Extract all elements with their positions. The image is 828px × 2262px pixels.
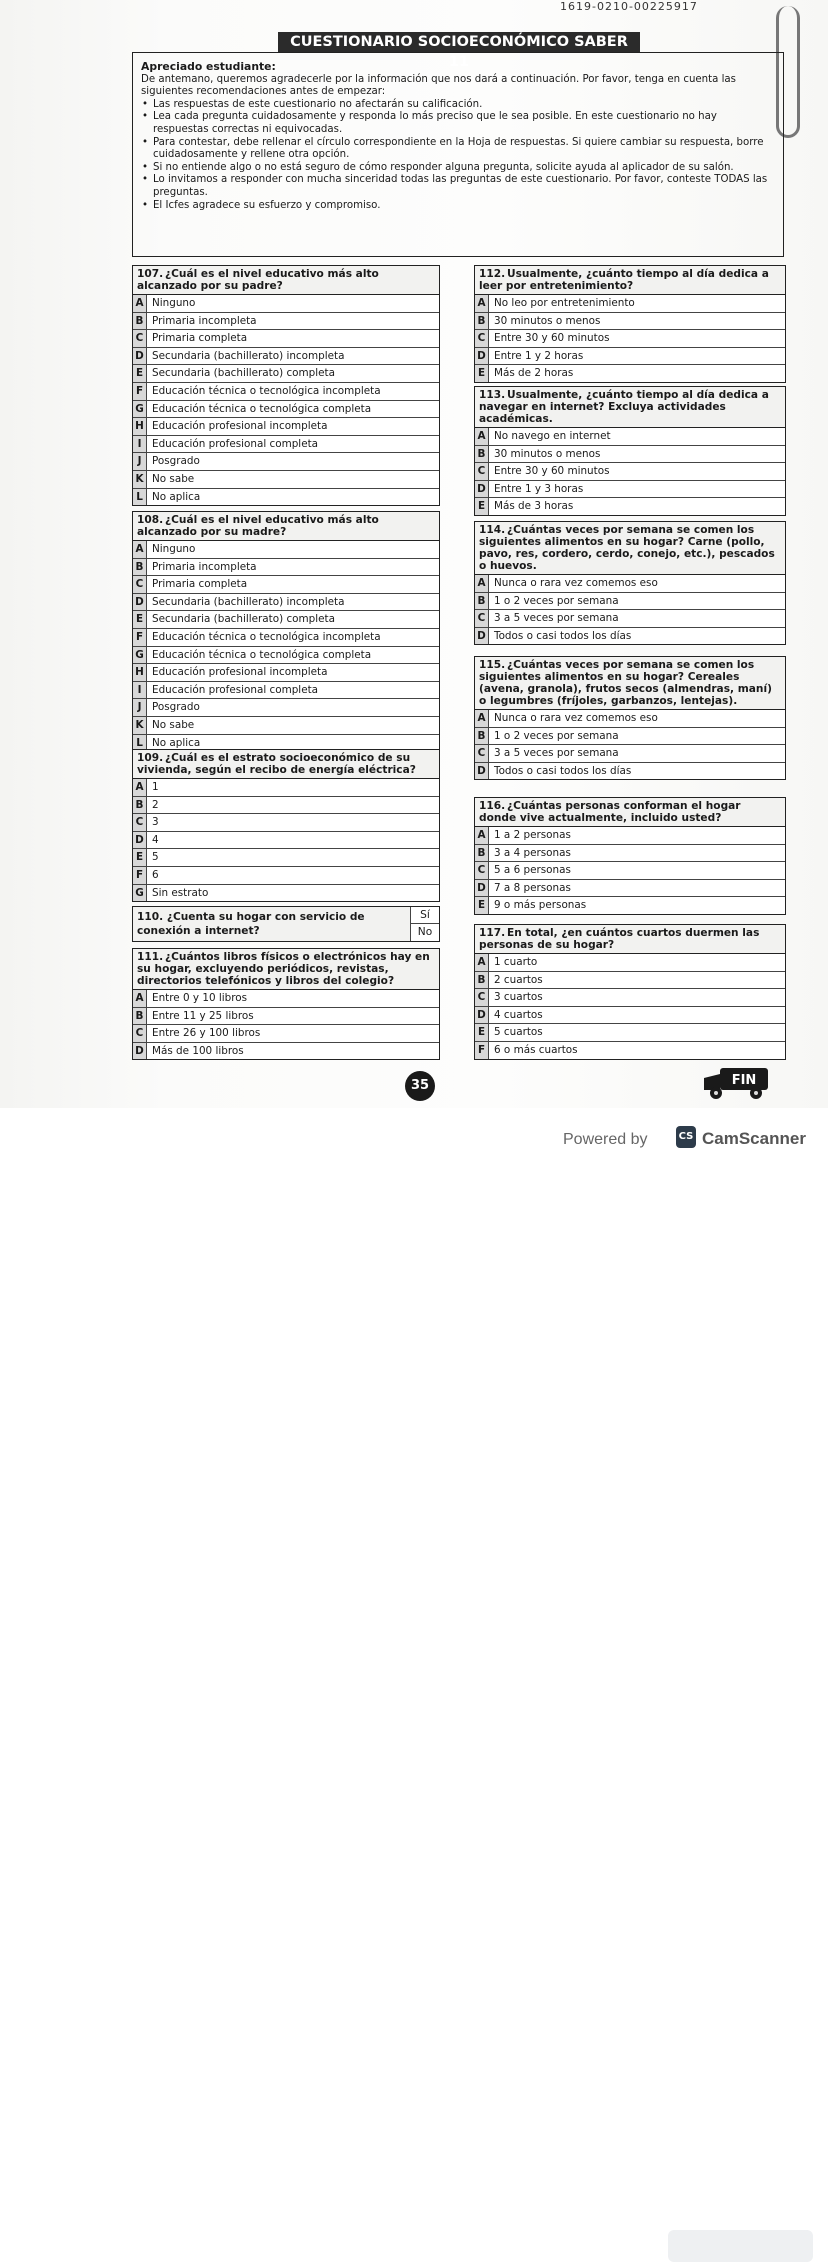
question-text: ¿Cuenta su hogar con servicio de conexión a internet? (137, 911, 365, 937)
option-row[interactable] (475, 989, 785, 1007)
option-row[interactable] (133, 832, 439, 850)
option-text: Entre 1 y 2 horas (494, 349, 584, 362)
question-number: 113. (479, 389, 506, 401)
option-letter: G (133, 647, 147, 664)
option-text: No leo por entretenimiento (494, 297, 635, 309)
intro-bullet: • El Icfes agradece su esfuerzo y compromiso. (151, 200, 775, 213)
option-row[interactable] (475, 897, 785, 914)
question-text: ¿Cuántas veces por semana se comen los siguientes alimentos en su hogar? Cereales (avena, granola), frutos secos (almendras, maní) o legumbres (fríjoles, garbanzos, lentejas). (479, 659, 772, 707)
option-letter: A (475, 575, 489, 592)
question-number: 111. (137, 951, 164, 963)
option-text: Entre 1 y 3 horas (494, 482, 584, 495)
option-text: Posgrado (152, 701, 200, 714)
option-row[interactable] (475, 498, 785, 515)
option-row[interactable] (133, 1008, 439, 1026)
option-row[interactable] (475, 1007, 785, 1025)
option-text: 4 cuartos (494, 1008, 543, 1021)
option-row[interactable] (133, 990, 439, 1008)
option-letter: F (133, 629, 147, 646)
option-text: 5 a 6 personas (494, 864, 571, 877)
option-text: No navego en internet (494, 430, 611, 442)
intro-bullet: • Para contestar, debe rellenar el círculo correspondiente en la Hoja de respuestas. Si quiere cambiar su respuesta, borre cuidadosamente y rellene otra opción. (151, 137, 775, 162)
option-row[interactable] (133, 594, 439, 612)
option-row[interactable] (475, 313, 785, 331)
option-letter: G (133, 885, 147, 902)
option-row[interactable] (133, 471, 439, 489)
question-header (133, 750, 439, 779)
question-text: ¿Cuál es el nivel educativo más alto alcanzado por su padre? (137, 268, 379, 292)
option-text: 30 minutos o menos (494, 314, 601, 327)
option-text: 1 (152, 781, 159, 793)
option-text: Ninguno (152, 543, 196, 555)
option-letter: A (475, 954, 489, 971)
question-112 (474, 265, 786, 383)
option-text: 1 o 2 veces por semana (494, 729, 619, 742)
option-letter: E (475, 1024, 489, 1041)
question-text: ¿Cuál es el nivel educativo más alto alcanzado por su madre? (137, 514, 379, 538)
question-116 (474, 797, 786, 915)
question-number: 112. (479, 268, 506, 280)
option-letter: D (133, 832, 147, 849)
option-letter: C (475, 610, 489, 627)
option-yes[interactable]: Sí (410, 907, 439, 924)
question-header (475, 657, 785, 710)
option-text: 30 minutos o menos (494, 447, 601, 460)
question-113 (474, 386, 786, 516)
option-text: 3 (152, 816, 159, 829)
option-row[interactable] (133, 814, 439, 832)
question-number: 114. (479, 524, 506, 536)
question-header (475, 798, 785, 827)
question-header (475, 925, 785, 954)
option-text: Más de 2 horas (494, 367, 574, 380)
option-row[interactable] (133, 401, 439, 419)
option-text: Posgrado (152, 455, 200, 468)
option-letter: A (133, 990, 147, 1007)
option-row[interactable] (475, 463, 785, 481)
option-letter: B (133, 559, 147, 576)
option-row[interactable] (133, 682, 439, 700)
option-text: 5 cuartos (494, 1026, 543, 1039)
option-text: Más de 3 horas (494, 500, 574, 513)
option-letter: A (475, 710, 489, 727)
question-text: Usualmente, ¿cuánto tiempo al día dedica a leer por entretenimiento? (479, 268, 769, 292)
option-text: 3 a 5 veces por semana (494, 612, 619, 625)
option-letter: D (475, 481, 489, 498)
question-108 (132, 511, 440, 752)
option-letter: C (475, 745, 489, 762)
option-letter: A (475, 295, 489, 312)
intro-greeting: Apreciado estudiante: (141, 60, 276, 73)
option-letter: I (133, 436, 147, 453)
option-text: Educación profesional incompleta (152, 666, 328, 679)
option-row[interactable] (133, 313, 439, 331)
option-text: No aplica (152, 490, 201, 503)
powered-by-text: Powered by (563, 1131, 648, 1148)
option-letter: C (133, 814, 147, 831)
option-text: Secundaria (bachillerato) incompleta (152, 349, 345, 362)
option-text: Educación técnica o tecnológica incompleta (152, 630, 381, 643)
option-letter: A (133, 541, 147, 558)
option-no[interactable]: No (410, 924, 439, 941)
option-letter: E (133, 849, 147, 866)
intro-box (132, 52, 784, 257)
question-header (475, 387, 785, 428)
option-row[interactable] (475, 728, 785, 746)
question-header (475, 522, 785, 575)
option-letter: D (475, 1007, 489, 1024)
option-letter: L (133, 489, 147, 506)
option-letter: D (475, 763, 489, 780)
option-text: 1 a 2 personas (494, 829, 571, 841)
question-115 (474, 656, 786, 780)
option-letter: B (475, 446, 489, 463)
question-number: 117. (479, 927, 506, 939)
option-row[interactable] (475, 745, 785, 763)
option-letter: A (133, 779, 147, 796)
option-text: Primaria completa (152, 332, 248, 345)
option-text: Educación técnica o tecnológica incompleta (152, 384, 381, 397)
question-114 (474, 521, 786, 645)
option-row[interactable] (475, 575, 785, 593)
option-letter: L (133, 735, 147, 752)
option-letter: C (475, 463, 489, 480)
question-header (133, 949, 439, 990)
question-117 (474, 924, 786, 1060)
option-text: Entre 30 y 60 minutos (494, 465, 610, 478)
option-letter: D (133, 1043, 147, 1060)
option-text: Secundaria (bachillerato) completa (152, 613, 335, 626)
option-letter: E (133, 365, 147, 382)
option-letter: B (133, 313, 147, 330)
option-letter: A (475, 428, 489, 445)
option-text: Educación profesional completa (152, 437, 319, 450)
option-text: 2 cuartos (494, 973, 543, 986)
option-text: Entre 26 y 100 libros (152, 1027, 261, 1040)
question-text: Usualmente, ¿cuánto tiempo al día dedica a navegar en internet? Excluya actividades académicas. (479, 389, 769, 425)
option-letter: B (133, 1008, 147, 1025)
page-title: CUESTIONARIO SOCIOECONÓMICO SABER 11 (278, 32, 640, 52)
option-letter: A (133, 295, 147, 312)
option-row[interactable] (133, 611, 439, 629)
option-text: Nunca o rara vez comemos eso (494, 577, 658, 589)
option-text: Todos o casi todos los días (494, 629, 632, 642)
option-text: Secundaria (bachillerato) incompleta (152, 595, 345, 608)
option-row[interactable] (475, 610, 785, 628)
option-row[interactable] (475, 880, 785, 898)
document-code: 1619-0210-00225917 (560, 0, 698, 13)
option-row[interactable] (133, 383, 439, 401)
question-header (133, 512, 439, 541)
option-row[interactable] (133, 576, 439, 594)
option-row[interactable] (133, 797, 439, 815)
option-text: Entre 11 y 25 libros (152, 1009, 254, 1022)
option-text: 1 o 2 veces por semana (494, 594, 619, 607)
question-number: 110. (137, 911, 164, 923)
option-text: Primaria completa (152, 578, 248, 591)
question-number: 116. (479, 800, 506, 812)
option-row[interactable] (475, 446, 785, 464)
question-text: ¿Cuál es el estrato socioeconómico de su vivienda, según el recibo de energía eléctrica? (137, 752, 416, 776)
option-letter: D (475, 628, 489, 645)
option-row[interactable] (133, 717, 439, 735)
option-row[interactable] (475, 763, 785, 780)
option-row[interactable] (475, 428, 785, 446)
option-row[interactable] (475, 481, 785, 499)
page-number: 35 (405, 1071, 435, 1101)
option-text: Educación profesional incompleta (152, 420, 328, 433)
option-text: No sabe (152, 472, 195, 485)
option-letter: C (133, 330, 147, 347)
option-row[interactable] (133, 365, 439, 383)
option-letter: F (133, 867, 147, 884)
option-text: 3 a 4 personas (494, 846, 571, 859)
question-number: 108. (137, 514, 164, 526)
option-letter: B (133, 797, 147, 814)
option-letter: B (475, 728, 489, 745)
question-text: ¿Cuántas veces por semana se comen los siguientes alimentos en su hogar? Carne (pollo, pavo, res, cordero, cerdo, conejo, etc.), pescados o huevos. (479, 524, 775, 572)
option-letter: K (133, 717, 147, 734)
option-letter: D (475, 880, 489, 897)
option-text: Educación técnica o tecnológica completa (152, 648, 372, 661)
option-row[interactable] (475, 628, 785, 645)
option-letter: F (133, 383, 147, 400)
question-header (475, 266, 785, 295)
option-row[interactable] (133, 1043, 439, 1060)
intro-bullet: • Si no entiende algo o no está seguro de cómo responder alguna pregunta, solicite ayuda al aplicador de su salón. (151, 162, 775, 175)
option-row[interactable] (475, 827, 785, 845)
option-text: Educación profesional completa (152, 683, 319, 696)
option-text: Primaria incompleta (152, 314, 257, 327)
camscanner-name: CamScanner (702, 1129, 806, 1148)
option-letter: K (133, 471, 147, 488)
question-text: ¿Cuántas personas conforman el hogar donde vive actualmente, incluido usted? (479, 800, 741, 824)
option-text: No sabe (152, 718, 195, 731)
option-text: 1 cuarto (494, 956, 538, 968)
question-number: 107. (137, 268, 164, 280)
option-row[interactable] (133, 453, 439, 471)
option-text: Entre 0 y 10 libros (152, 992, 248, 1004)
option-text: 7 a 8 personas (494, 881, 571, 894)
option-letter: D (475, 348, 489, 365)
option-row[interactable] (133, 867, 439, 885)
option-letter: D (133, 348, 147, 365)
option-letter: E (475, 897, 489, 914)
intro-bullet: • Las respuestas de este cuestionario no afectarán su calificación. (151, 99, 775, 112)
option-letter: J (133, 699, 147, 716)
option-letter: C (475, 862, 489, 879)
option-letter: B (475, 845, 489, 862)
option-letter: E (475, 498, 489, 515)
option-row[interactable] (133, 295, 439, 313)
option-row[interactable] (133, 664, 439, 682)
question-107 (132, 265, 440, 506)
option-row[interactable] (133, 629, 439, 647)
option-letter: C (133, 576, 147, 593)
option-row[interactable] (475, 330, 785, 348)
option-text: 6 (152, 868, 159, 881)
intro-bullets (141, 99, 775, 212)
option-row[interactable] (133, 541, 439, 559)
question-text: ¿Cuántos libros físicos o electrónicos hay en su hogar, excluyendo periódicos, revistas, directorios telefónicos y libros del colegio? (137, 951, 430, 987)
option-letter: C (475, 330, 489, 347)
option-text: 3 a 5 veces por semana (494, 747, 619, 760)
camscanner-badge-bg (668, 2230, 813, 2262)
question-number: 109. (137, 752, 164, 764)
option-text: Sin estrato (152, 886, 209, 899)
fin-truck-icon (700, 1062, 780, 1102)
option-letter: C (133, 1025, 147, 1042)
option-text: Entre 30 y 60 minutos (494, 332, 610, 345)
option-text: 5 (152, 851, 159, 864)
option-row[interactable] (475, 365, 785, 382)
option-row[interactable] (475, 710, 785, 728)
option-row[interactable] (475, 1024, 785, 1042)
option-letter: I (133, 682, 147, 699)
question-109 (132, 749, 440, 902)
option-row[interactable] (133, 348, 439, 366)
option-row[interactable] (475, 954, 785, 972)
option-letter: E (133, 611, 147, 628)
option-text: Todos o casi todos los días (494, 764, 632, 777)
option-letter: B (475, 313, 489, 330)
option-letter: A (475, 827, 489, 844)
option-row[interactable] (133, 699, 439, 717)
option-row[interactable] (475, 862, 785, 880)
option-text: No aplica (152, 736, 201, 749)
option-text: 4 (152, 833, 159, 846)
intro-paragraph: De antemano, queremos agradecerle por la información que nos dará a continuación. Por favor, tenga en cuenta las siguientes recomendaciones antes de empezar: (141, 73, 736, 98)
option-text: 6 o más cuartos (494, 1043, 578, 1056)
option-row[interactable] (133, 849, 439, 867)
option-row[interactable] (133, 330, 439, 348)
option-row[interactable] (133, 559, 439, 577)
option-row[interactable] (475, 845, 785, 863)
option-text: Primaria incompleta (152, 560, 257, 573)
option-text: Más de 100 libros (152, 1044, 244, 1057)
option-letter: H (133, 418, 147, 435)
option-row[interactable] (133, 779, 439, 797)
camscanner-logo-icon: CS (676, 1126, 696, 1148)
option-text: Secundaria (bachillerato) completa (152, 367, 335, 380)
option-row[interactable] (133, 418, 439, 436)
option-letter: B (475, 972, 489, 989)
option-row[interactable] (133, 1025, 439, 1043)
option-letter: B (475, 593, 489, 610)
question-header (133, 266, 439, 295)
option-letter: F (475, 1042, 489, 1059)
option-text: 9 o más personas (494, 899, 587, 912)
option-row[interactable] (133, 436, 439, 454)
option-letter: H (133, 664, 147, 681)
option-text: 3 cuartos (494, 991, 543, 1004)
fin-label: FIN (731, 1073, 757, 1088)
option-text: Educación técnica o tecnológica completa (152, 402, 372, 415)
intro-bullet: • Lea cada pregunta cuidadosamente y responda lo más preciso que le sea posible. En este cuestionario no hay respuestas correctas ni equivocadas. (151, 111, 775, 136)
option-row[interactable] (133, 489, 439, 506)
option-text: Nunca o rara vez comemos eso (494, 712, 658, 724)
option-row[interactable] (133, 647, 439, 665)
option-row[interactable] (133, 885, 439, 902)
option-letter: E (475, 365, 489, 382)
option-row[interactable] (475, 1042, 785, 1059)
option-text: 2 (152, 798, 159, 811)
question-110 (132, 906, 440, 942)
option-text: Ninguno (152, 297, 196, 309)
intro-bullet: • Lo invitamos a responder con mucha sinceridad todas las preguntas de este cuestionario. Por favor, conteste TODAS las preguntas. (151, 174, 775, 199)
option-letter: C (475, 989, 489, 1006)
option-row[interactable] (475, 295, 785, 313)
question-text: En total, ¿en cuántos cuartos duermen las personas de su hogar? (479, 927, 760, 951)
question-number: 115. (479, 659, 506, 671)
option-row[interactable] (475, 593, 785, 611)
option-letter: J (133, 453, 147, 470)
option-letter: D (133, 594, 147, 611)
option-row[interactable] (475, 348, 785, 366)
option-row[interactable] (475, 972, 785, 990)
option-letter: G (133, 401, 147, 418)
question-111 (132, 948, 440, 1060)
